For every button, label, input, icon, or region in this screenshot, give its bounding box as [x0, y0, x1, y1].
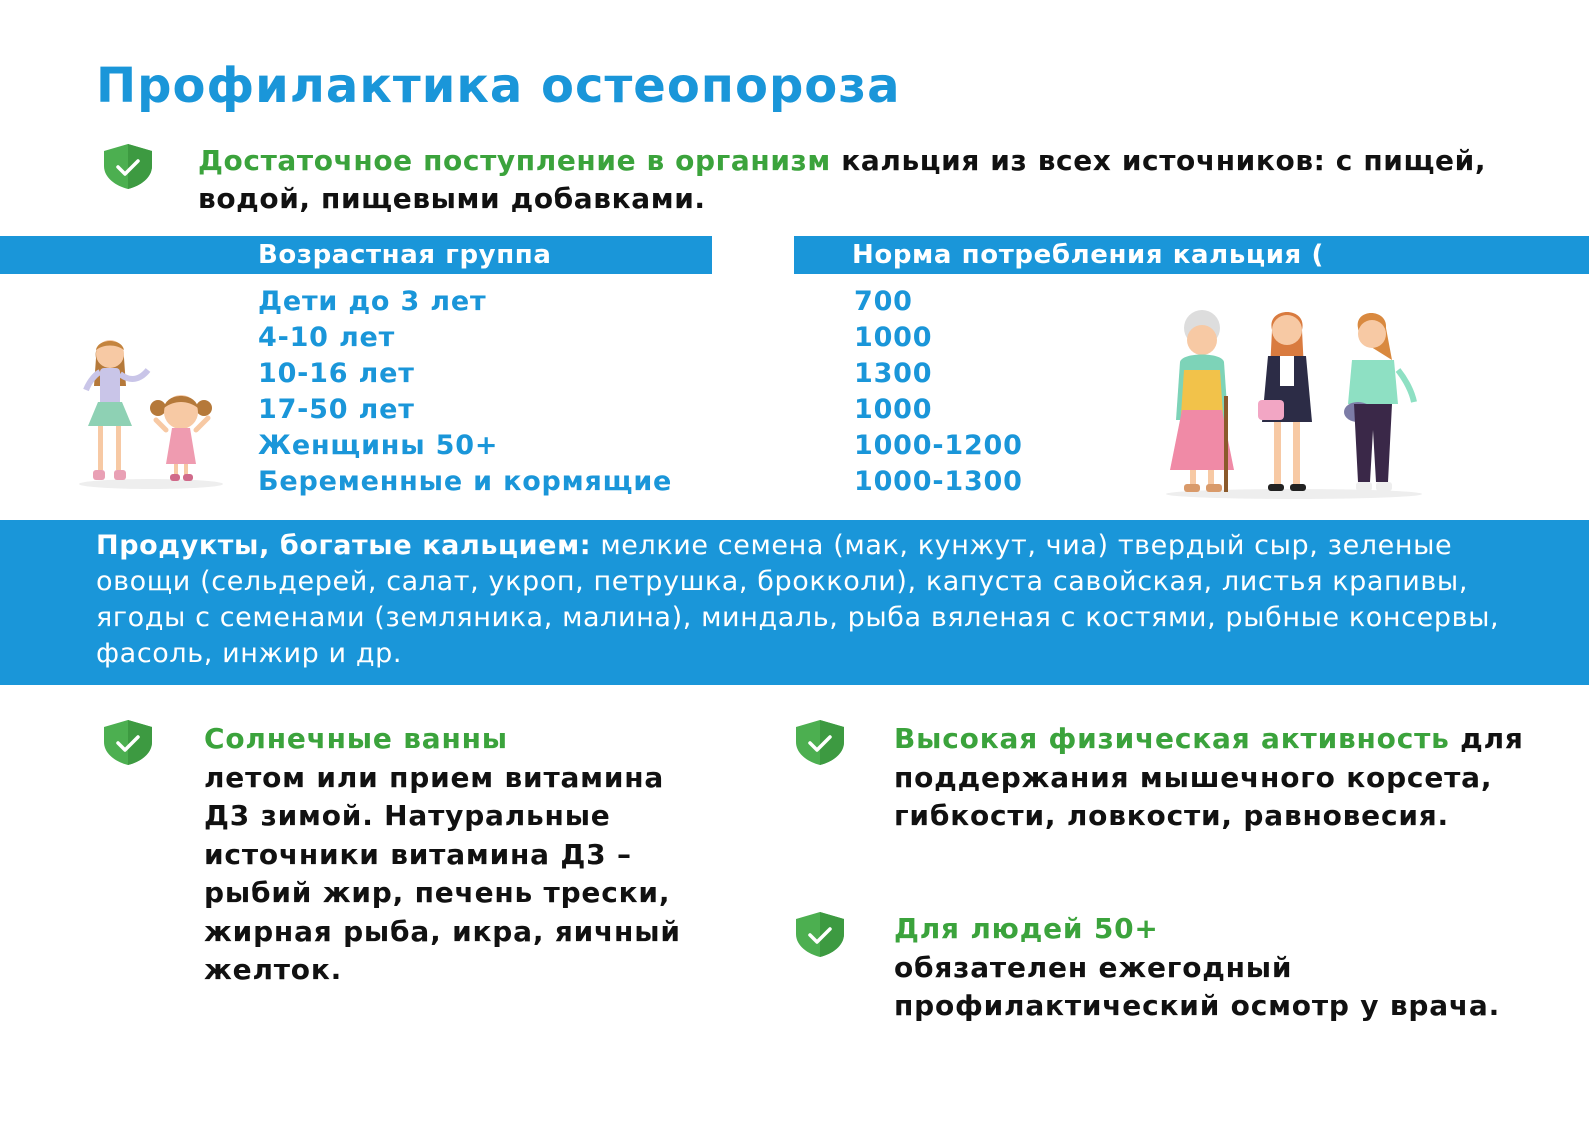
calcium-intake-highlight: Достаточное поступление в организм — [198, 144, 831, 177]
table-row-age: Беременные и кормящие — [258, 466, 673, 497]
exam-text — [894, 910, 1534, 1026]
table-row-age: 10-16 лет — [258, 358, 415, 389]
table-row-age: Дети до 3 лет — [258, 286, 487, 317]
age-group-header — [0, 236, 712, 274]
table-row-norm: 1000-1300 — [854, 466, 1023, 497]
page-title: Профилактика остеопороза — [96, 58, 901, 114]
calcium-products-band — [0, 520, 1589, 685]
women-illustration — [1162, 300, 1427, 500]
calcium-products-text — [96, 528, 1516, 672]
table-row-norm: 1300 — [854, 358, 933, 389]
age-group-column — [258, 284, 672, 500]
calcium-norm-header-label: Норма потребления кальция ( — [852, 240, 1324, 270]
calcium-norm-column — [854, 284, 1023, 500]
sunbath-text — [204, 720, 684, 990]
shield-check-icon — [100, 142, 156, 190]
calcium-norm-header — [794, 236, 1589, 274]
shield-check-icon — [792, 718, 848, 766]
exam-highlight: Для людей 50+ — [894, 912, 1159, 945]
children-illustration — [76, 328, 226, 490]
activity-highlight: Высокая физическая активность — [894, 722, 1450, 755]
calcium-intake-text — [198, 142, 1538, 218]
calcium-products-list: мелкие семена (мак, кунжут, чиа) твердый сыр, зеленые овощи (сельдерей, салат, укроп, петрушка, брокколи), капуста савойская, листья крапивы, ягоды с семенами (земляника, малина), миндаль, рыба вяленая с костями, рыбные консервы, фасоль, инжир и др. — [96, 530, 1500, 669]
activity-rest: для поддержания мышечного корсета, гибкости, ловкости, равновесия. — [894, 722, 1524, 832]
sunbath-highlight: Солнечные ванны — [204, 722, 508, 755]
shield-check-icon — [100, 718, 156, 766]
sunbath-rest: летом или прием витамина Д3 зимой. Натуральные источники витамина Д3 – рыбий жир, печень трески, жирная рыба, икра, яичный желток. — [204, 760, 681, 986]
table-row-norm: 1000-1200 — [854, 430, 1023, 461]
table-row-norm: 1000 — [854, 322, 933, 353]
table-row-age: Женщины 50+ — [258, 430, 499, 461]
exam-rest: обязателен ежегодный профилактический осмотр у врача. — [894, 950, 1501, 1022]
calcium-products-label: Продукты, богатые кальцием: — [96, 530, 592, 561]
table-row-norm: 700 — [854, 286, 913, 317]
table-row-norm: 1000 — [854, 394, 933, 425]
table-row-age: 4-10 лет — [258, 322, 396, 353]
table-row-age: 17-50 лет — [258, 394, 415, 425]
shield-check-icon — [792, 910, 848, 958]
age-group-header-label: Возрастная группа — [258, 240, 552, 270]
calcium-intake-rest: кальция из всех источников: с пищей, водой, пищевыми добавками. — [198, 144, 1487, 215]
activity-text — [894, 720, 1534, 836]
